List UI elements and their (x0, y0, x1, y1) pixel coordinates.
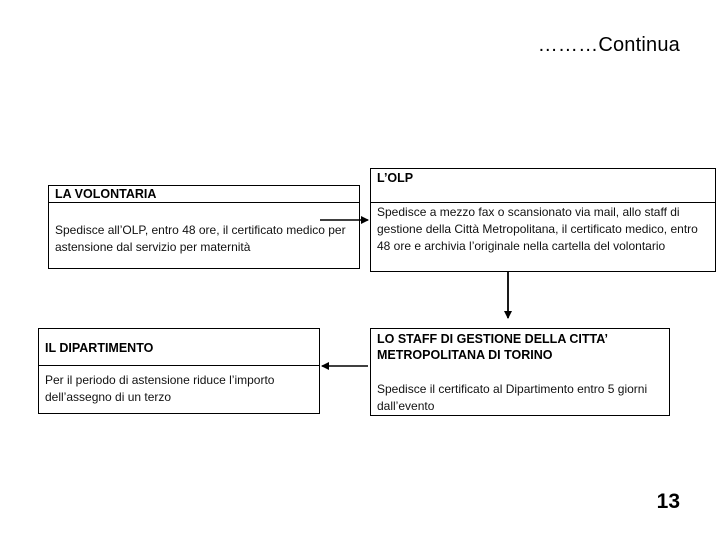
box-dipartimento-body: Per il periodo di astensione riduce l’importo dell’assegno di un terzo (45, 373, 275, 404)
box-olp-body: Spedisce a mezzo fax o scansionato via mail, allo staff di gestione della Città Metropolitana, il certificato medico, entro 48 ore e archivia l’originale nella cartella del volontario (377, 205, 698, 253)
box-volontaria-body: Spedisce all’OLP, entro 48 ore, il certificato medico per astensione dal servizio per maternità (55, 223, 346, 254)
box-staff-body: Spedisce il certificato al Dipartimento entro 5 giorni dall’evento (377, 382, 648, 413)
page-number: 13 (656, 490, 680, 513)
continua-heading: ………Continua (537, 34, 680, 56)
box-olp-title: L’OLP (377, 171, 414, 185)
box-dipartimento-title: IL DIPARTIMENTO (45, 341, 154, 355)
box-volontaria-title: LA VOLONTARIA (55, 187, 157, 201)
box-staff-title: LO STAFF DI GESTIONE DELLA CITTA’ METROPOLITANA DI TORINO (377, 332, 608, 362)
